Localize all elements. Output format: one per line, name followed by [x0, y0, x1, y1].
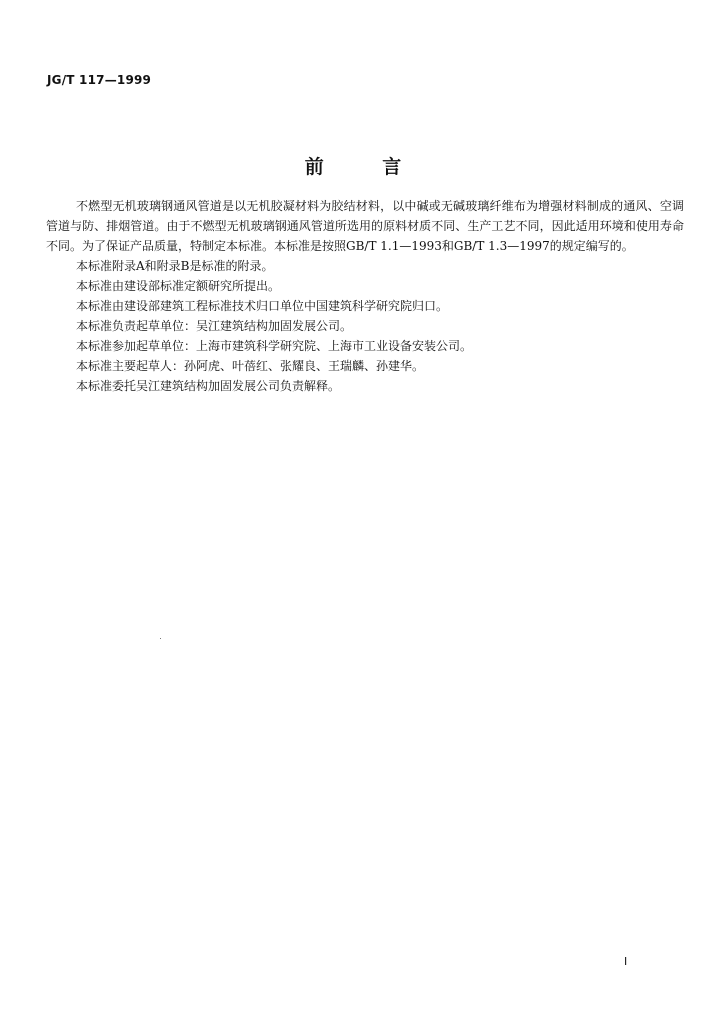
- paragraph-interpretation: 本标准委托吴江建筑结构加固发展公司负责解释。: [76, 379, 341, 393]
- paragraph-participating-units: 本标准参加起草单位：上海市建筑科学研究院、上海市工业设备安装公司。: [76, 339, 473, 353]
- scan-speck: [160, 638, 161, 639]
- foreword-body: [46, 196, 684, 396]
- paragraph-drafters: 本标准主要起草人：孙阿虎、叶蓓红、张耀良、王瑞麟、孙建华。: [76, 359, 425, 373]
- page-number: I: [624, 955, 628, 968]
- page-title: 前 言: [304, 156, 402, 178]
- paragraph-intro: 不燃型无机玻璃钢通风管道是以无机胶凝材料为胶结材料，以中碱或无碱玻璃纤维布为增强材料制成的通风、空调管道与防、排烟管道。由于不燃型无机玻璃钢通风管道所选用的原料材质不同、生产工艺不同，因此适用环境和使用寿命不同。为了保证产品质量，特制定本标准。本标准是按照GB/T 1.1—1993和GB/T 1.3—1997的规定编写的。: [46, 199, 684, 253]
- paragraph-proposer: 本标准由建设部标准定额研究所提出。: [76, 279, 281, 293]
- paragraph-centralized: 本标准由建设部建筑工程标准技术归口单位中国建筑科学研究院归口。: [76, 299, 449, 313]
- paragraph-drafting-unit: 本标准负责起草单位：吴江建筑结构加固发展公司。: [76, 319, 353, 333]
- paragraph-appendix: 本标准附录A和附录B是标准的附录。: [76, 259, 274, 273]
- standard-code: JG/T 117—1999: [47, 73, 152, 87]
